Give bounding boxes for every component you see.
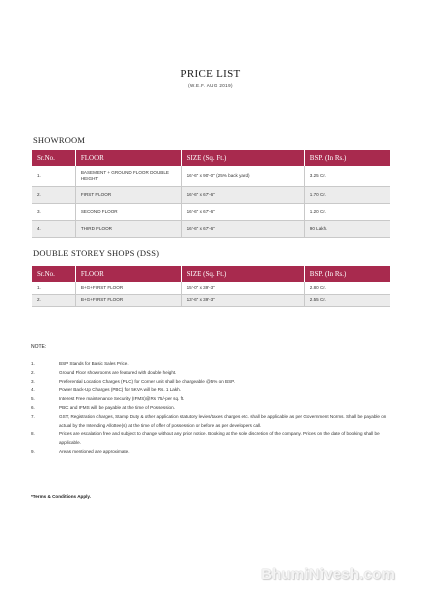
page-title: PRICE LIST — [180, 68, 241, 80]
cell-size: 15'-0" x 39'-3" — [181, 282, 304, 294]
cell-size: 13'-6" x 39'-3" — [181, 294, 304, 306]
note-number: 7. — [31, 413, 35, 419]
column-header-size: SIZE (Sq. Ft.) — [181, 150, 304, 166]
dss-price-table — [32, 266, 390, 307]
table-row — [32, 186, 390, 203]
note-number: 5. — [31, 396, 35, 402]
list-item — [31, 386, 391, 395]
note-text: Power Back-Up Charges (PBC) for 5KVA will be Rs. 1 Lakh. — [59, 387, 181, 393]
cell-size: 16'-6" x 67'-6" — [181, 203, 304, 220]
note-text: BSP Stands for Basic Sales Price. — [59, 361, 129, 366]
cell-size: 16'-6" x 67'-6" — [181, 186, 304, 203]
cell-size: 16'-6" x 67'-6" — [181, 220, 304, 237]
table-header-row — [32, 150, 390, 166]
note-number: 3. — [31, 378, 35, 384]
cell-srno: 2. — [32, 294, 75, 306]
cell-floor: B+G+FIRST FLOOR — [75, 282, 181, 294]
notes-list — [31, 360, 391, 457]
table-row — [32, 294, 390, 306]
showroom-heading: SHOWROOM — [33, 135, 86, 145]
column-header-floor: FLOOR — [75, 266, 181, 282]
notes-title: NOTE: — [31, 344, 47, 350]
note-number: 1. — [31, 361, 35, 366]
list-item — [31, 395, 391, 404]
list-item — [31, 378, 391, 387]
table-row — [32, 203, 390, 220]
dss-heading: DOUBLE STOREY SHOPS (DSS) — [33, 248, 160, 258]
cell-bsp: 3.25 Cr. — [304, 166, 390, 186]
column-header-size: SIZE (Sq. Ft.) — [181, 266, 304, 282]
column-header-srno: Sr.No. — [32, 266, 75, 282]
page-subtitle: (W.E.F. AUG 2019) — [188, 83, 233, 88]
note-text: Areas mentioned are approximate. — [59, 448, 130, 454]
table-row — [32, 220, 390, 237]
note-number: 9. — [31, 448, 35, 454]
cell-bsp: 2.55 Cr. — [304, 294, 390, 306]
cell-bsp: 2.80 Cr. — [304, 282, 390, 294]
cell-floor: B+G+FIRST FLOOR — [75, 294, 181, 306]
note-number: 2. — [31, 369, 35, 375]
column-header-bsp: BSP. (In Rs.) — [304, 150, 390, 166]
site-watermark: BhumiNivesh.com — [261, 566, 395, 583]
cell-floor: BASEMENT + GROUND FLOOR DOUBLE HEIGHT — [75, 166, 181, 186]
note-text: Prices are escalation free and subject to change without any prior notice. Booking at the sole discretion of the company. Prices on the date of booking shall be applicable. — [59, 431, 380, 446]
note-text: PBC and IFMS will be payable at the time of Possession. — [59, 404, 175, 410]
note-number: 8. — [31, 431, 35, 437]
cell-srno: 1. — [32, 282, 75, 294]
note-number: 6. — [31, 404, 35, 410]
note-text: Interest Free maintenance Security (IFMS)@Rs 75/-per sq. ft. — [59, 396, 185, 402]
cell-floor: THIRD FLOOR — [75, 220, 181, 237]
note-number: 4. — [31, 387, 35, 393]
cell-srno: 2. — [32, 186, 75, 203]
table-header-row — [32, 266, 390, 282]
list-item — [31, 430, 391, 448]
cell-bsp: 90 Lakh. — [304, 220, 390, 237]
list-item — [31, 404, 391, 413]
list-item — [31, 360, 391, 369]
list-item — [31, 369, 391, 378]
column-header-floor: FLOOR — [75, 150, 181, 166]
cell-size: 16'-6" x 90'-0" (25% back yard) — [181, 166, 304, 186]
cell-bsp: 1.70 Cr. — [304, 186, 390, 203]
cell-bsp: 1.20 Cr. — [304, 203, 390, 220]
showroom-price-table — [32, 150, 390, 238]
list-item — [31, 413, 391, 431]
cell-srno: 1. — [32, 166, 75, 186]
list-item — [31, 448, 391, 457]
table-row — [32, 282, 390, 294]
column-header-srno: Sr.No. — [32, 150, 75, 166]
cell-floor: FIRST FLOOR — [75, 186, 181, 203]
cell-srno: 3. — [32, 203, 75, 220]
column-header-bsp: BSP. (In Rs.) — [304, 266, 390, 282]
note-text: Ground Floor showrooms are featured with double height. — [59, 369, 177, 375]
note-text: Preferential Location Charges (PLC) for Corner unit shall be chargeable @5% on BSP. — [59, 378, 235, 384]
note-text: GST, Registration charges, Stamp Duty & other application statutory levies/taxes charges etc. shall be applicable as per Government Norms. Shall be payable on actual by the Intending Allottee(s) at the time of offer of possession or before as per developers call. — [59, 413, 387, 428]
cell-floor: SECOND FLOOR — [75, 203, 181, 220]
terms-note: *Terms & Conditions Apply. — [31, 494, 91, 499]
table-row — [32, 166, 390, 186]
cell-srno: 4. — [32, 220, 75, 237]
